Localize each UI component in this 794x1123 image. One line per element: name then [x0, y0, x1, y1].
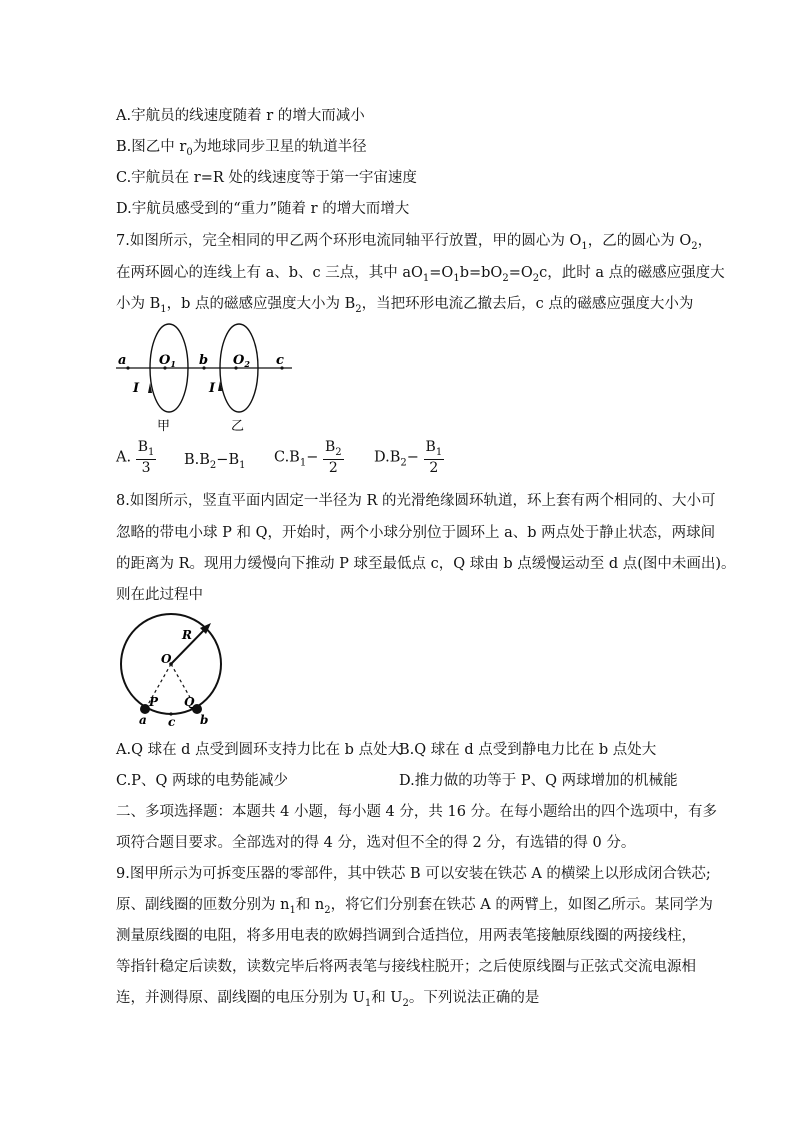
label-current-jia: I [133, 381, 140, 396]
q9-stem-line4: 等指针稳定后读数，读数完毕后将两表笔与接线柱脱开；之后使原线圈与正弦式交流电源相 [116, 959, 696, 975]
q8-stem-line3: 的距离为 R。现用力缓慢向下推动 P 球至最低点 c，Q 球由 b 点缓慢运动至 d 点(图中未画出)。 [116, 556, 736, 572]
label-b: b [199, 353, 209, 368]
q7-ring-current-figure [112, 318, 302, 434]
label-o2: $O_2$ [233, 353, 250, 369]
label-p: P [149, 695, 159, 709]
label-c: c [276, 353, 284, 368]
label-current-yi: I [209, 381, 216, 396]
q8-option-b: B.Q 球在 d 点受到静电力比在 b 点处大 [399, 742, 657, 758]
q7-stem-line2: 在两环圆心的连线上有 a、b、c 三点，其中 $aO_1=O_1b=bO_2=O_2c$，此时 a 点的磁感应强度大 [116, 265, 725, 284]
q8-stem-line2: 忽略的带电小球 P 和 Q，开始时，两个小球分别位于圆环上 a、b 两点处于静止状态，两球间 [116, 525, 716, 541]
label-yi: 乙 [231, 419, 245, 434]
q7-option-a: A. $\frac{B_1}{3}$ [116, 439, 155, 476]
label-r: R [182, 628, 192, 642]
q9-stem-line2: 原、副线圈的匝数分别为 $n_1$和 $n_2$，将它们分别套在铁芯 A 的两臂上，如图乙所示。某同学为 [116, 897, 713, 916]
label-o1: $O_1$ [159, 353, 176, 369]
q7-stem-line1: 7.如图所示，完全相同的甲乙两个环形电流同轴平行放置，甲的圆心为 $O_1$，乙的圆心为 $O_2$， [116, 233, 713, 252]
q8-stem-line4: 则在此过程中 [116, 587, 203, 603]
label-q: Q [184, 695, 195, 709]
q7-stem-line3: 小为 $B_1$，b 点的磁感应强度大小为 $B_2$，当把环形电流乙撤去后，c 点的磁感应强度大小为 [116, 296, 694, 315]
q9-stem-line5: 连，并测得原、副线圈的电压分别为 $U_1$和 $U_2$。下列说法正确的是 [116, 990, 540, 1009]
label-o: O [161, 652, 172, 666]
q8-stem-line1: 8.如图所示，竖直平面内固定一半径为 R 的光滑绝缘圆环轨道，环上套有两个相同的、大小可 [116, 493, 716, 509]
label-a: a [139, 713, 147, 727]
q8-option-c: C.P、Q 两球的电势能减少 [116, 773, 288, 789]
section2-heading-line1: 二、多项选择题：本题共 4 小题，每小题 4 分，共 16 分。在每小题给出的四个选项中，有多 [116, 804, 718, 820]
q9-stem-line1: 9.图甲所示为可拆变压器的零部件，其中铁芯 B 可以安装在铁芯 A 的横梁上以形成闭合铁芯; [116, 866, 711, 882]
q8-option-d: D.推力做的功等于 P、Q 两球增加的机械能 [399, 773, 678, 789]
q8-circle-track-figure [112, 608, 232, 728]
q7-option-d: $D.B_2-$ $\frac{B_1}{2}$ [374, 439, 443, 476]
q6-option-a: A.宇航员的线速度随着 r 的增大而减小 [116, 108, 365, 124]
point-a [126, 366, 129, 369]
q6-option-b: B.图乙中 $r_0$为地球同步卫星的轨道半径 [116, 139, 367, 158]
q9-stem-line3: 测量原线圈的电阻，将多用电表的欧姆挡调到合适挡位，用两表笔接触原线圈的两接线柱， [116, 928, 696, 944]
label-a: a [118, 353, 127, 368]
q7-option-c: $C.B_1-$ $\frac{B_2}{2}$ [274, 439, 342, 476]
section2-heading-line2: 项符合题目要求。全部选对的得 4 分，选对但不全的得 2 分，有选错的得 0 分。 [116, 835, 636, 851]
label-c: c [168, 715, 176, 728]
label-b: b [200, 713, 209, 727]
q7-option-b: $B.B_2-B_1$ [184, 452, 246, 471]
label-jia: 甲 [157, 419, 171, 434]
q6-option-d: D.宇航员感受到的“重力”随着 r 的增大而增大 [116, 201, 410, 217]
q6-option-c: C.宇航员在 r=R 处的线速度等于第一宇宙速度 [116, 170, 417, 186]
q8-option-a: A.Q 球在 d 点受到圆环支持力比在 b 点处大 [116, 742, 403, 758]
